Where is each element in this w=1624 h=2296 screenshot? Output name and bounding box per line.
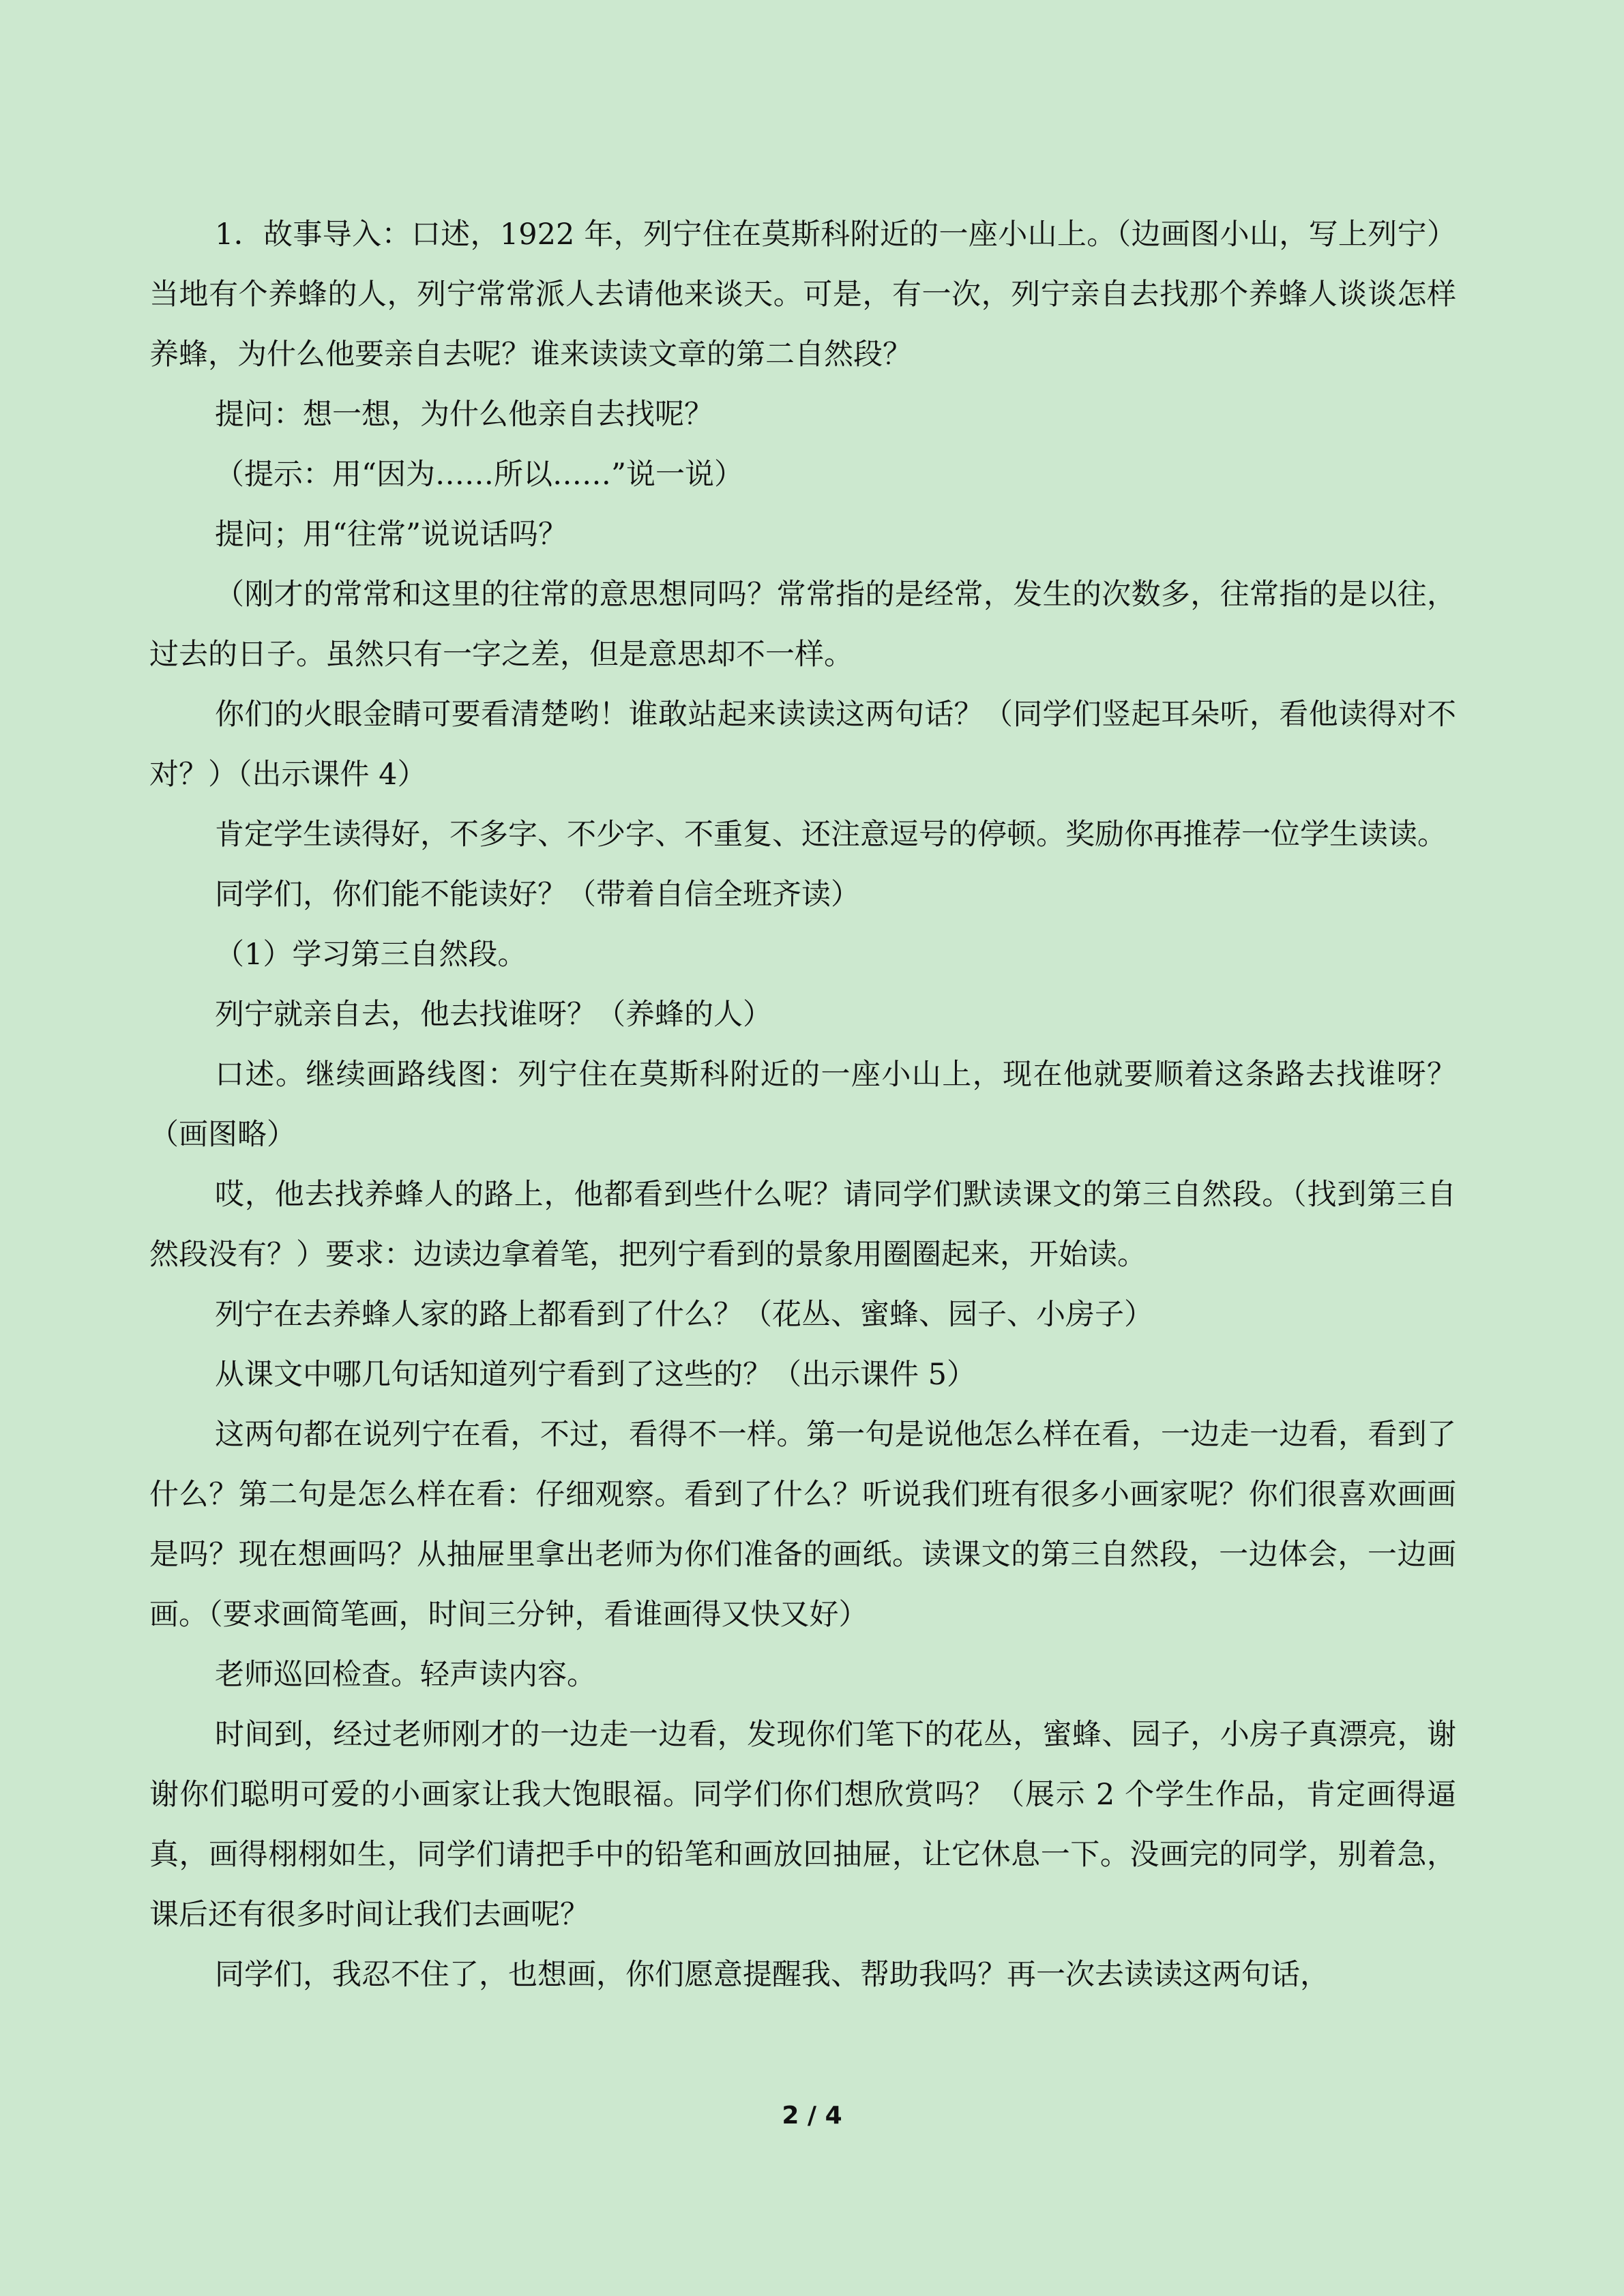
paragraph: （提示：用“因为……所以……”说一说） [215,458,743,492]
paragraph: 你们的火眼金睛可要看清楚哟！谁敢站起来读读这两句话？（同学们竖起耳朵听，看他读得对不对？）（出示课件 4） [149,698,1456,792]
paragraph: 时间到，经过老师刚才的一边走一边看，发现你们笔下的花丛，蜜蜂、园子，小房子真漂亮，谢谢你们聪明可爱的小画家让我大饱眼福。同学们你们想欣赏吗？（展示 2 个学生作品，肯定画得逼真，画得栩栩如生，同学们请把手中的铅笔和画放回抽屉，让它休息一下。没画完的同学，别着急，课后还有很多时间让我们去画呢？ [149,1718,1456,1932]
paragraph: 提问；用“往常”说说话吗？ [215,518,567,552]
paragraph: 提问：想一想，为什么他亲自去找呢？ [215,398,713,432]
paragraph: 1．故事导入：口述，1922 年，列宁住在莫斯科附近的一座小山上。（边画图小山，写上列宁）当地有个养蜂的人，列宁常常派人去请他来谈天。可是，有一次，列宁亲自去找那个养蜂人谈谈怎样养蜂，为什么他要亲自去呢？谁来读读文章的第二自然段？ [149,218,1456,372]
paragraph: 列宁就亲自去，他去找谁呀？（养蜂的人） [215,998,772,1032]
paragraph: 同学们，我忍不住了，也想画，你们愿意提醒我、帮助我吗？再一次去读读这两句话， [215,1958,1329,1992]
document-body [149,205,1456,2005]
paragraph: 这两句都在说列宁在看，不过，看得不一样。第一句是说他怎么样在看，一边走一边看，看到了什么？第二句是怎么样在看：仔细观察。看到了什么？听说我们班有很多小画家呢？你们很喜欢画画是吗？现在想画吗？从抽屉里拿出老师为你们准备的画纸。读课文的第三自然段，一边体会，一边画画。（要求画简笔画，时间三分钟，看谁画得又快又好） [149,1418,1456,1632]
paragraph: （1）学习第三自然段。 [215,938,527,972]
paragraph: 口述。继续画路线图：列宁住在莫斯科附近的一座小山上，现在他就要顺着这条路去找谁呀？（画图略） [149,1058,1456,1152]
paragraph: 老师巡回检查。轻声读内容。 [215,1658,596,1692]
page-number: 2 / 4 [782,2102,842,2130]
paragraph: 从课文中哪几句话知道列宁看到了这些的？（出示课件 5） [215,1358,977,1392]
paragraph: 哎，他去找养蜂人的路上，他都看到些什么呢？请同学们默读课文的第三自然段。（找到第三自然段没有？）要求：边读边拿着笔，把列宁看到的景象用圈圈起来，开始读。 [149,1178,1456,1272]
paragraph: （刚才的常常和这里的往常的意思想同吗？常常指的是经常，发生的次数多，往常指的是以往，过去的日子。虽然只有一字之差，但是意思却不一样。 [149,578,1456,672]
paragraph: 同学们，你们能不能读好？（带着自信全班齐读） [215,878,860,912]
paragraph: 肯定学生读得好，不多字、不少字、不重复、还注意逗号的停顿。奖励你再推荐一位学生读读。 [215,818,1447,852]
paragraph: 列宁在去养蜂人家的路上都看到了什么？（花丛、蜜蜂、园子、小房子） [215,1298,1153,1332]
